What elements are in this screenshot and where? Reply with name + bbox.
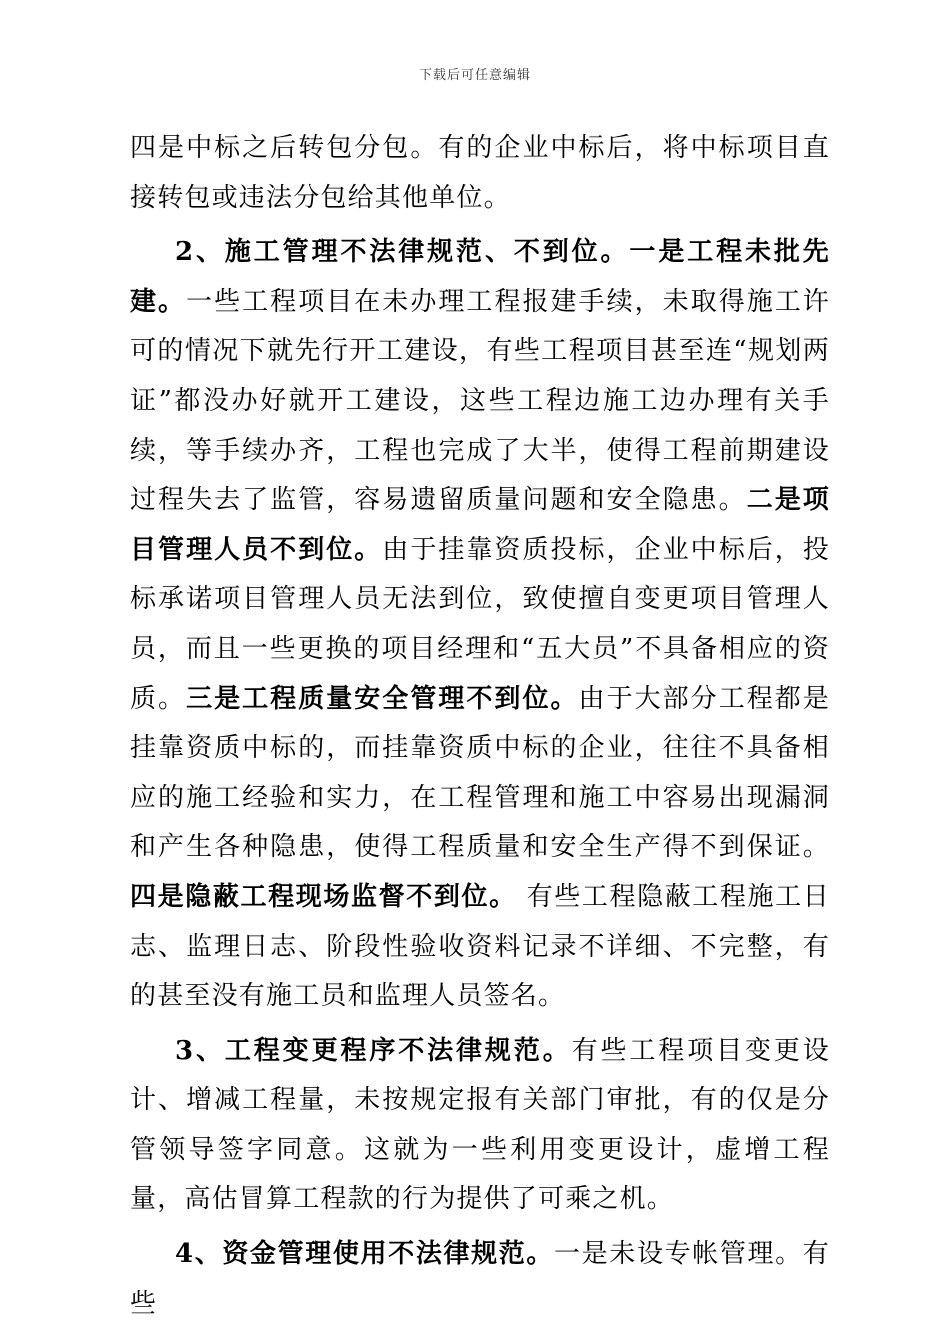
section-heading: 4、资金管理使用不法律规范。: [175, 1239, 555, 1270]
document-body: [130, 124, 830, 1329]
paragraph-text: 四是中标之后转包分包。有的企业中标后，将中标项目直接转包或违法分包给其他单位。: [130, 133, 830, 213]
paragraph-text: 由于大部分工程都是挂靠资质中标的，而挂靠资质中标的企业，往往不具备相应的施工经验和实力，在工程管理和施工中容易出现漏洞和产生各种隐患，使得工程质量和安全生产得不到保证。: [130, 683, 830, 863]
paragraph-subcontracting: [130, 124, 830, 223]
paragraph-text: 有些工程项目变更设计、增减工程量，未按规定报有关部门审批，有的仅是分管领导签字同意。这就为一些利用变更设计，虚增工程量，高估冒算工程款的行为提供了可乘之机。: [130, 1035, 830, 1215]
point-lead: 三是工程质量安全管理不到位。: [186, 683, 579, 714]
paragraph-text: 一是未设专帐管理。有些: [130, 1239, 830, 1319]
point-lead: 四是隐蔽工程现场监督不到位。: [130, 881, 517, 912]
paragraph-change-procedure: [130, 1027, 830, 1225]
paragraph-text: 一些工程项目在未办理工程报建手续，未取得施工许可的情况下就先行开工建设，有些工程项目甚至连“规划两证”都没办好就开工建设，这些工程边施工边办理有关手续，等手续办齐，工程也完成了大半，使得工程前期建设过程失去了监管，容易遗留质量问题和安全隐患。: [130, 286, 830, 516]
point-lead: 一是工程未批先建。: [130, 237, 830, 317]
section-heading: 3、工程变更程序不法律规范。: [175, 1035, 572, 1066]
section-heading: 2、施工管理不法律规范、不到位。: [175, 237, 630, 268]
point-lead: 二是项目管理人员不到位。: [130, 485, 831, 565]
paragraph-fund-management: [130, 1230, 830, 1329]
paragraph-text: 由于挂靠资质投标，企业中标后，投标承诺项目管理人员无法到位，致使擅自变更项目管理人员，而且一些更换的项目经理和“五大员”不具备相应的资质。: [130, 534, 830, 714]
paragraph-text: 有些工程隐蔽工程施工日志、监理日志、阶段性验收资料记录不详细、不完整，有的甚至没有施工员和监理人员签名。: [130, 881, 830, 1012]
page-header-note: 下载后可任意编辑: [418, 68, 531, 83]
paragraph-construction-management: [130, 228, 830, 1022]
